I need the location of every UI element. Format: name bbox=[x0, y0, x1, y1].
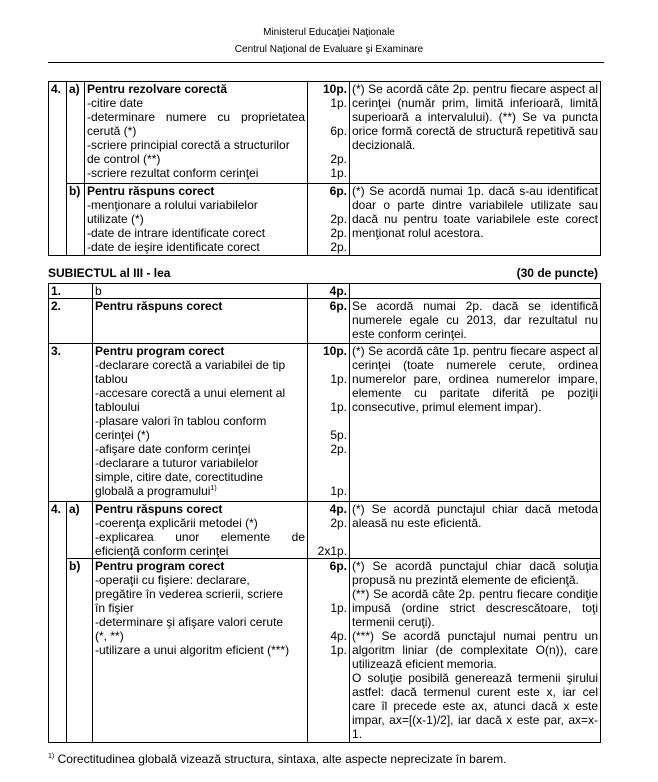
header-rule bbox=[48, 62, 604, 63]
points-value bbox=[310, 573, 347, 587]
footnote bbox=[48, 752, 507, 766]
points-value: 2p. bbox=[330, 152, 347, 166]
points-value: 4p. bbox=[330, 629, 348, 643]
points-value: 5p. bbox=[330, 428, 348, 442]
list-item: -menţionare a rolului variabilelor bbox=[87, 198, 258, 212]
points-value: 2p. bbox=[330, 212, 347, 226]
list-item: -explicarea unor elemente de bbox=[95, 530, 306, 544]
points-value bbox=[310, 530, 347, 544]
points-value: 1p. bbox=[330, 400, 348, 414]
s3-r4b-title: Pentru program corect bbox=[95, 559, 225, 573]
list-item: cerută (*) bbox=[87, 124, 137, 138]
s3-row-3 bbox=[49, 344, 601, 502]
subject-3-heading bbox=[48, 266, 598, 280]
s3-r4a-title: Pentru răspuns corect bbox=[95, 502, 223, 516]
s3-row-2 bbox=[49, 299, 601, 344]
q4a-title: Pentru rezolvare corectă bbox=[87, 82, 228, 96]
list-item: -accesare corectă a unui element al bbox=[95, 386, 286, 400]
points-value: 10p. bbox=[322, 82, 347, 96]
points-value: 1p. bbox=[330, 96, 347, 110]
list-item: simple, citire date, corectitudine bbox=[95, 470, 264, 484]
points-value: 6p. bbox=[329, 184, 347, 198]
points-value bbox=[310, 615, 347, 629]
list-item: cerinţei (*) bbox=[95, 428, 150, 442]
q4b-criteria bbox=[85, 184, 308, 256]
s3-r4a-criteria bbox=[93, 502, 308, 559]
q4b-label: b) bbox=[67, 184, 85, 256]
list-item: -date de intrare identificate corect bbox=[87, 226, 266, 240]
q4b-row bbox=[49, 184, 601, 256]
q4-number: 4. bbox=[49, 82, 67, 256]
list-item: -declarare corectă a variabilei de tip bbox=[95, 358, 286, 372]
s3-r4a-label: a) bbox=[67, 502, 93, 559]
list-item: (*, **) bbox=[95, 629, 124, 643]
note-paragraph: (*) Se acordă punctajul chiar dacă soluţia propusă nu prezintă elemente de eficienţă. bbox=[352, 559, 599, 587]
subject-3-title: SUBIECTUL al III - lea bbox=[48, 266, 171, 280]
points-value bbox=[310, 386, 347, 400]
s3-r2-notes: Se acordă numai 2p. dacă se identifică numerele egale cu 2013, dar rezultatul nu este conform cerinţei. bbox=[350, 299, 601, 344]
q4a-row bbox=[49, 82, 601, 184]
list-item: -coerenţa explicării metodei (*) bbox=[95, 516, 258, 530]
s3-row-1 bbox=[49, 284, 601, 299]
s3-r1-notes bbox=[350, 284, 601, 299]
s3-r4a-points bbox=[308, 502, 350, 559]
points-value: 1p. bbox=[330, 643, 348, 657]
s3-table bbox=[48, 283, 601, 743]
points-value: 1p. bbox=[330, 372, 348, 386]
q4-table bbox=[48, 81, 601, 256]
s3-r2-points: 6p. bbox=[308, 299, 350, 344]
points-value: 2x1p. bbox=[317, 544, 348, 558]
points-value: 2p. bbox=[330, 442, 348, 456]
list-item: -operaţii cu fişiere: declarare, bbox=[95, 573, 250, 587]
list-item: -determinare şi afişare valori cerute bbox=[95, 615, 284, 629]
q4a-points bbox=[308, 82, 350, 184]
s3-r1-answer: b bbox=[93, 284, 308, 299]
points-value bbox=[310, 358, 347, 372]
points-value bbox=[310, 138, 347, 152]
q4a-notes: (*) Se acordă câte 2p. pentru fiecare aspect al cerinţei (număr prim, limită inferioară, limită superioară a intervalului). (**) Se va puncta orice formă corectă de structură repetitivă sau decizională. bbox=[350, 82, 601, 184]
list-item: -scriere rezultat conform cerinţei bbox=[87, 166, 259, 180]
points-value bbox=[310, 470, 347, 484]
points-value: 6p. bbox=[329, 559, 348, 573]
list-item: utilizate (*) bbox=[87, 212, 144, 226]
s3-r4a-notes: (*) Se acordă punctajul chiar dacă metoda aleasă nu este eficientă. bbox=[350, 502, 601, 559]
points-value bbox=[310, 414, 347, 428]
list-item bbox=[95, 484, 305, 498]
s3-r4b-label: b) bbox=[67, 559, 93, 743]
list-item-text: globală a programului bbox=[95, 484, 211, 498]
header-ministry: Ministerul Educaţiei Naţionale bbox=[263, 27, 395, 38]
list-item: tabloului bbox=[95, 400, 140, 414]
list-item: tablou bbox=[95, 372, 128, 386]
points-value: 6p. bbox=[330, 124, 347, 138]
points-value: 4p. bbox=[329, 502, 348, 516]
s3-r3-points bbox=[308, 344, 350, 502]
s3-r3-notes: (*) Se acordă câte 1p. pentru fiecare aspect al cerinţei (toate numerele cerute, ordinea numerelor pare, ordinea numerelor impare, elemente cu paritate diferită pe poziţii consecutive, primul element impar). bbox=[350, 344, 601, 502]
points-value bbox=[310, 456, 347, 470]
s3-row-4b bbox=[49, 559, 601, 743]
points-value: 10p. bbox=[323, 344, 348, 358]
footnote-text: Corectitudinea globală vizează structura, sintaxa, alte aspecte neprecizate în barem. bbox=[57, 752, 507, 766]
points-value: 1p. bbox=[330, 166, 347, 180]
list-item: în fişier bbox=[95, 601, 134, 615]
list-item: -utilizare a unui algoritm eficient (***) bbox=[95, 643, 290, 657]
s3-r2-number: 2. bbox=[49, 299, 93, 344]
note-paragraph: (***) Se acordă punctajul numai pentru un algoritm liniar (de complexitate O(n)), care utilizează eficient memoria. bbox=[352, 629, 599, 671]
q4a-label: a) bbox=[67, 82, 85, 184]
s3-row-4a bbox=[49, 502, 601, 559]
q4b-points bbox=[308, 184, 350, 256]
q4a-criteria bbox=[85, 82, 308, 184]
list-item: -declarare a tuturor variabilelor bbox=[95, 456, 259, 470]
points-value bbox=[310, 587, 347, 601]
list-item: -citire date bbox=[87, 96, 144, 110]
points-value: 2p. bbox=[330, 240, 347, 254]
list-item: pregătire în vederea scrierii, scriere bbox=[95, 587, 284, 601]
header-center: Centrul Naţional de Evaluare şi Examinare bbox=[234, 44, 424, 55]
list-item: eficienţă conform cerinţei bbox=[95, 544, 229, 558]
subject-3-points: (30 de puncte) bbox=[516, 266, 598, 280]
points-value: 2p. bbox=[330, 226, 347, 240]
list-item: de control (**) bbox=[87, 152, 161, 166]
q4b-title: Pentru răspuns corect bbox=[87, 184, 215, 198]
q4b-notes: (*) Se acordă numai 1p. dacă s-au identificat doar o parte dintre variabilele utilizate sau dacă nu pentru toate variabilele este corect menţionat rolul acestora. bbox=[350, 184, 601, 256]
points-value bbox=[310, 198, 347, 212]
s3-r1-points: 4p. bbox=[308, 284, 350, 299]
points-value: 2p. bbox=[330, 516, 348, 530]
list-item: -date de ieşire identificate corect bbox=[87, 240, 260, 254]
list-item: -scriere principial corectă a structurilor bbox=[87, 138, 290, 152]
s3-r3-criteria bbox=[93, 344, 308, 502]
s3-r3-number: 3. bbox=[49, 344, 93, 502]
s3-r4-number: 4. bbox=[49, 502, 67, 743]
s3-r1-number: 1. bbox=[49, 284, 93, 299]
s3-r2-title: Pentru răspuns corect bbox=[93, 299, 308, 344]
points-value: 1p. bbox=[330, 484, 348, 498]
s3-r4b-points bbox=[308, 559, 350, 743]
list-item: -afişare date conform cerinţei bbox=[95, 442, 251, 456]
s3-r3-title: Pentru program corect bbox=[95, 344, 225, 358]
points-value: 1p. bbox=[330, 601, 348, 615]
list-item: -determinare numere cu proprietatea bbox=[87, 110, 305, 124]
note-paragraph: O soluţie posibilă generează termenii şirului astfel: dacă termenul curent este x, iar cel care îl precede este ax, atunci dacă x este impar, ax=[(x-1)/2], iar dacă x este par, ax=x-1. bbox=[352, 671, 599, 741]
footnote-mark: 1) bbox=[48, 753, 55, 760]
footnote-ref: 1) bbox=[210, 485, 217, 492]
list-item: -plasare valori în tablou conform bbox=[95, 414, 267, 428]
s3-r4b-notes bbox=[350, 559, 601, 743]
points-value bbox=[310, 110, 347, 124]
s3-r4b-criteria bbox=[93, 559, 308, 743]
note-paragraph: (**) Se acordă câte 2p. pentru fiecare condiţie impusă (ordine strict descrescătoare, toţi termenii ceruţi). bbox=[352, 587, 599, 629]
